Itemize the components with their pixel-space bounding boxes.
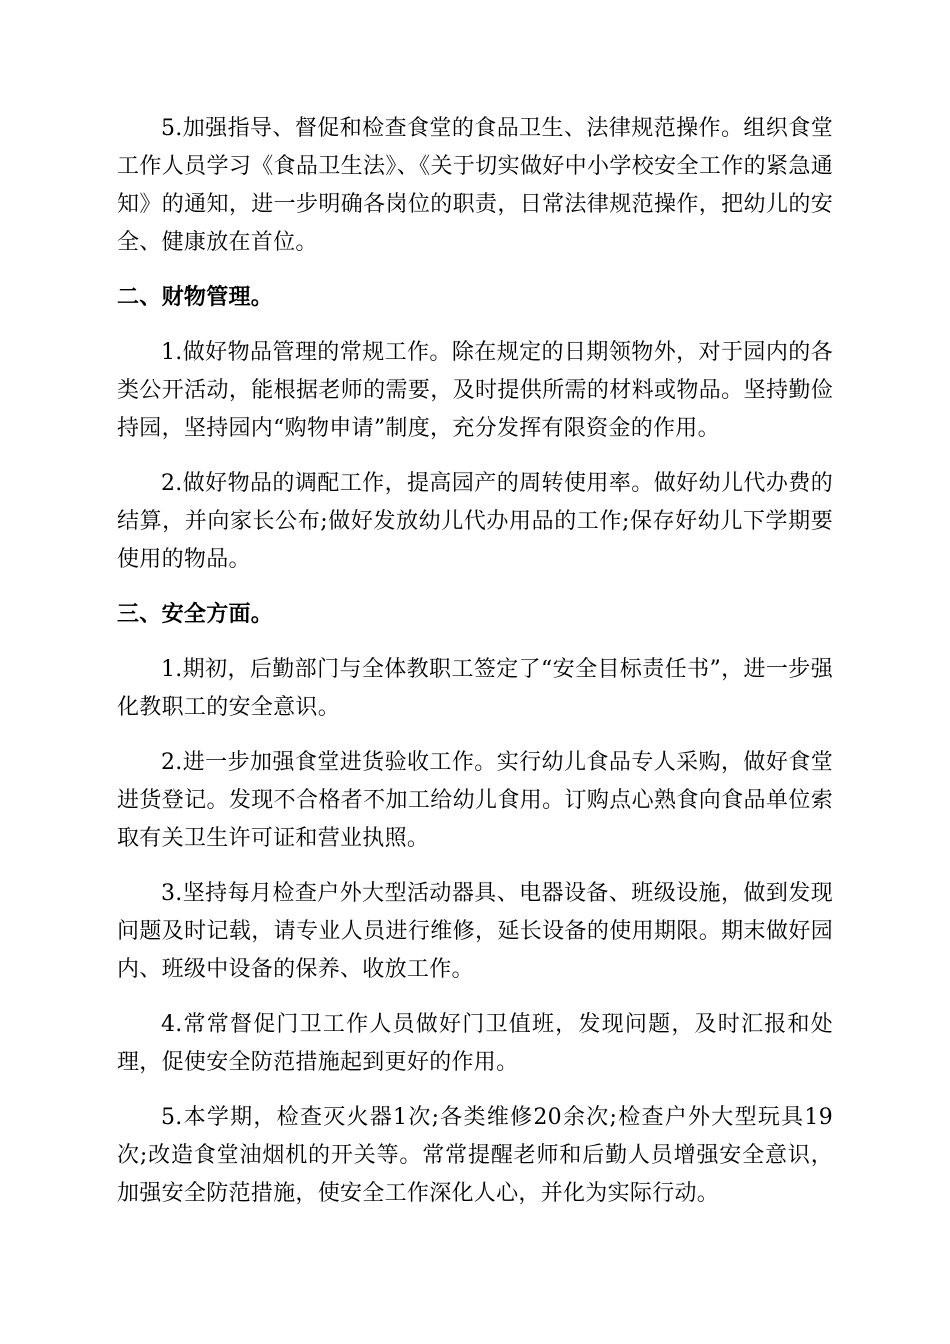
paragraph-equipment-check: 3.坚持每月检查户外大型活动器具、电器设备、班级设施，做到发现问题及时记载，请专业人员进行维修，延长设备的使用期限。期末做好园内、班级中设备的保养、收放工作。 bbox=[117, 881, 833, 982]
paragraph-guard-duty: 4.常常督促门卫工作人员做好门卫值班，发现问题，及时汇报和处理，促使安全防范措施起到更好的作用。 bbox=[117, 1012, 833, 1075]
document-body bbox=[117, 110, 833, 1230]
paragraph-safety-agreement: 1.期初，后勤部门与全体教职工签定了“安全目标责任书”，进一步强化教职工的安全意识。 bbox=[117, 657, 833, 720]
section-heading-property: 二、财物管理。 bbox=[117, 285, 274, 310]
paragraph-item-management: 1.做好物品管理的常规工作。除在规定的日期领物外，对于园内的各类公开活动，能根据老师的需要，及时提供所需的材料或物品。坚持勤俭持园，坚持园内“购物申请”制度，充分发挥有限资金的作用。 bbox=[117, 340, 833, 441]
paragraph-item-allocation: 2.做好物品的调配工作，提高园产的周转使用率。做好幼儿代办费的结算，并向家长公布;做好发放幼儿代办用品的工作;保存好幼儿下学期要使用的物品。 bbox=[117, 471, 833, 572]
paragraph-purchase-inspection: 2.进一步加强食堂进货验收工作。实行幼儿食品专人采购，做好食堂进货登记。发现不合格者不加工给幼儿食用。订购点心熟食向食品单位索取有关卫生许可证和营业执照。 bbox=[117, 750, 833, 851]
paragraph-food-hygiene: 5.加强指导、督促和检查食堂的食品卫生、法律规范操作。组织食堂工作人员学习《食品卫生法》、《关于切实做好中小学校安全工作的紧急通知》的通知，进一步明确各岗位的职责，日常法律规范操作，把幼儿的安全、健康放在首位。 bbox=[117, 116, 833, 255]
paragraph-semester-summary: 5.本学期，检查灭火器1次;各类维修20余次;检查户外大型玩具19次;改造食堂油烟机的开关等。常常提醒老师和后勤人员增强安全意识，加强安全防范措施，使安全工作深化人心，并化为实际行动。 bbox=[117, 1105, 833, 1206]
section-heading-safety: 三、安全方面。 bbox=[117, 602, 274, 627]
